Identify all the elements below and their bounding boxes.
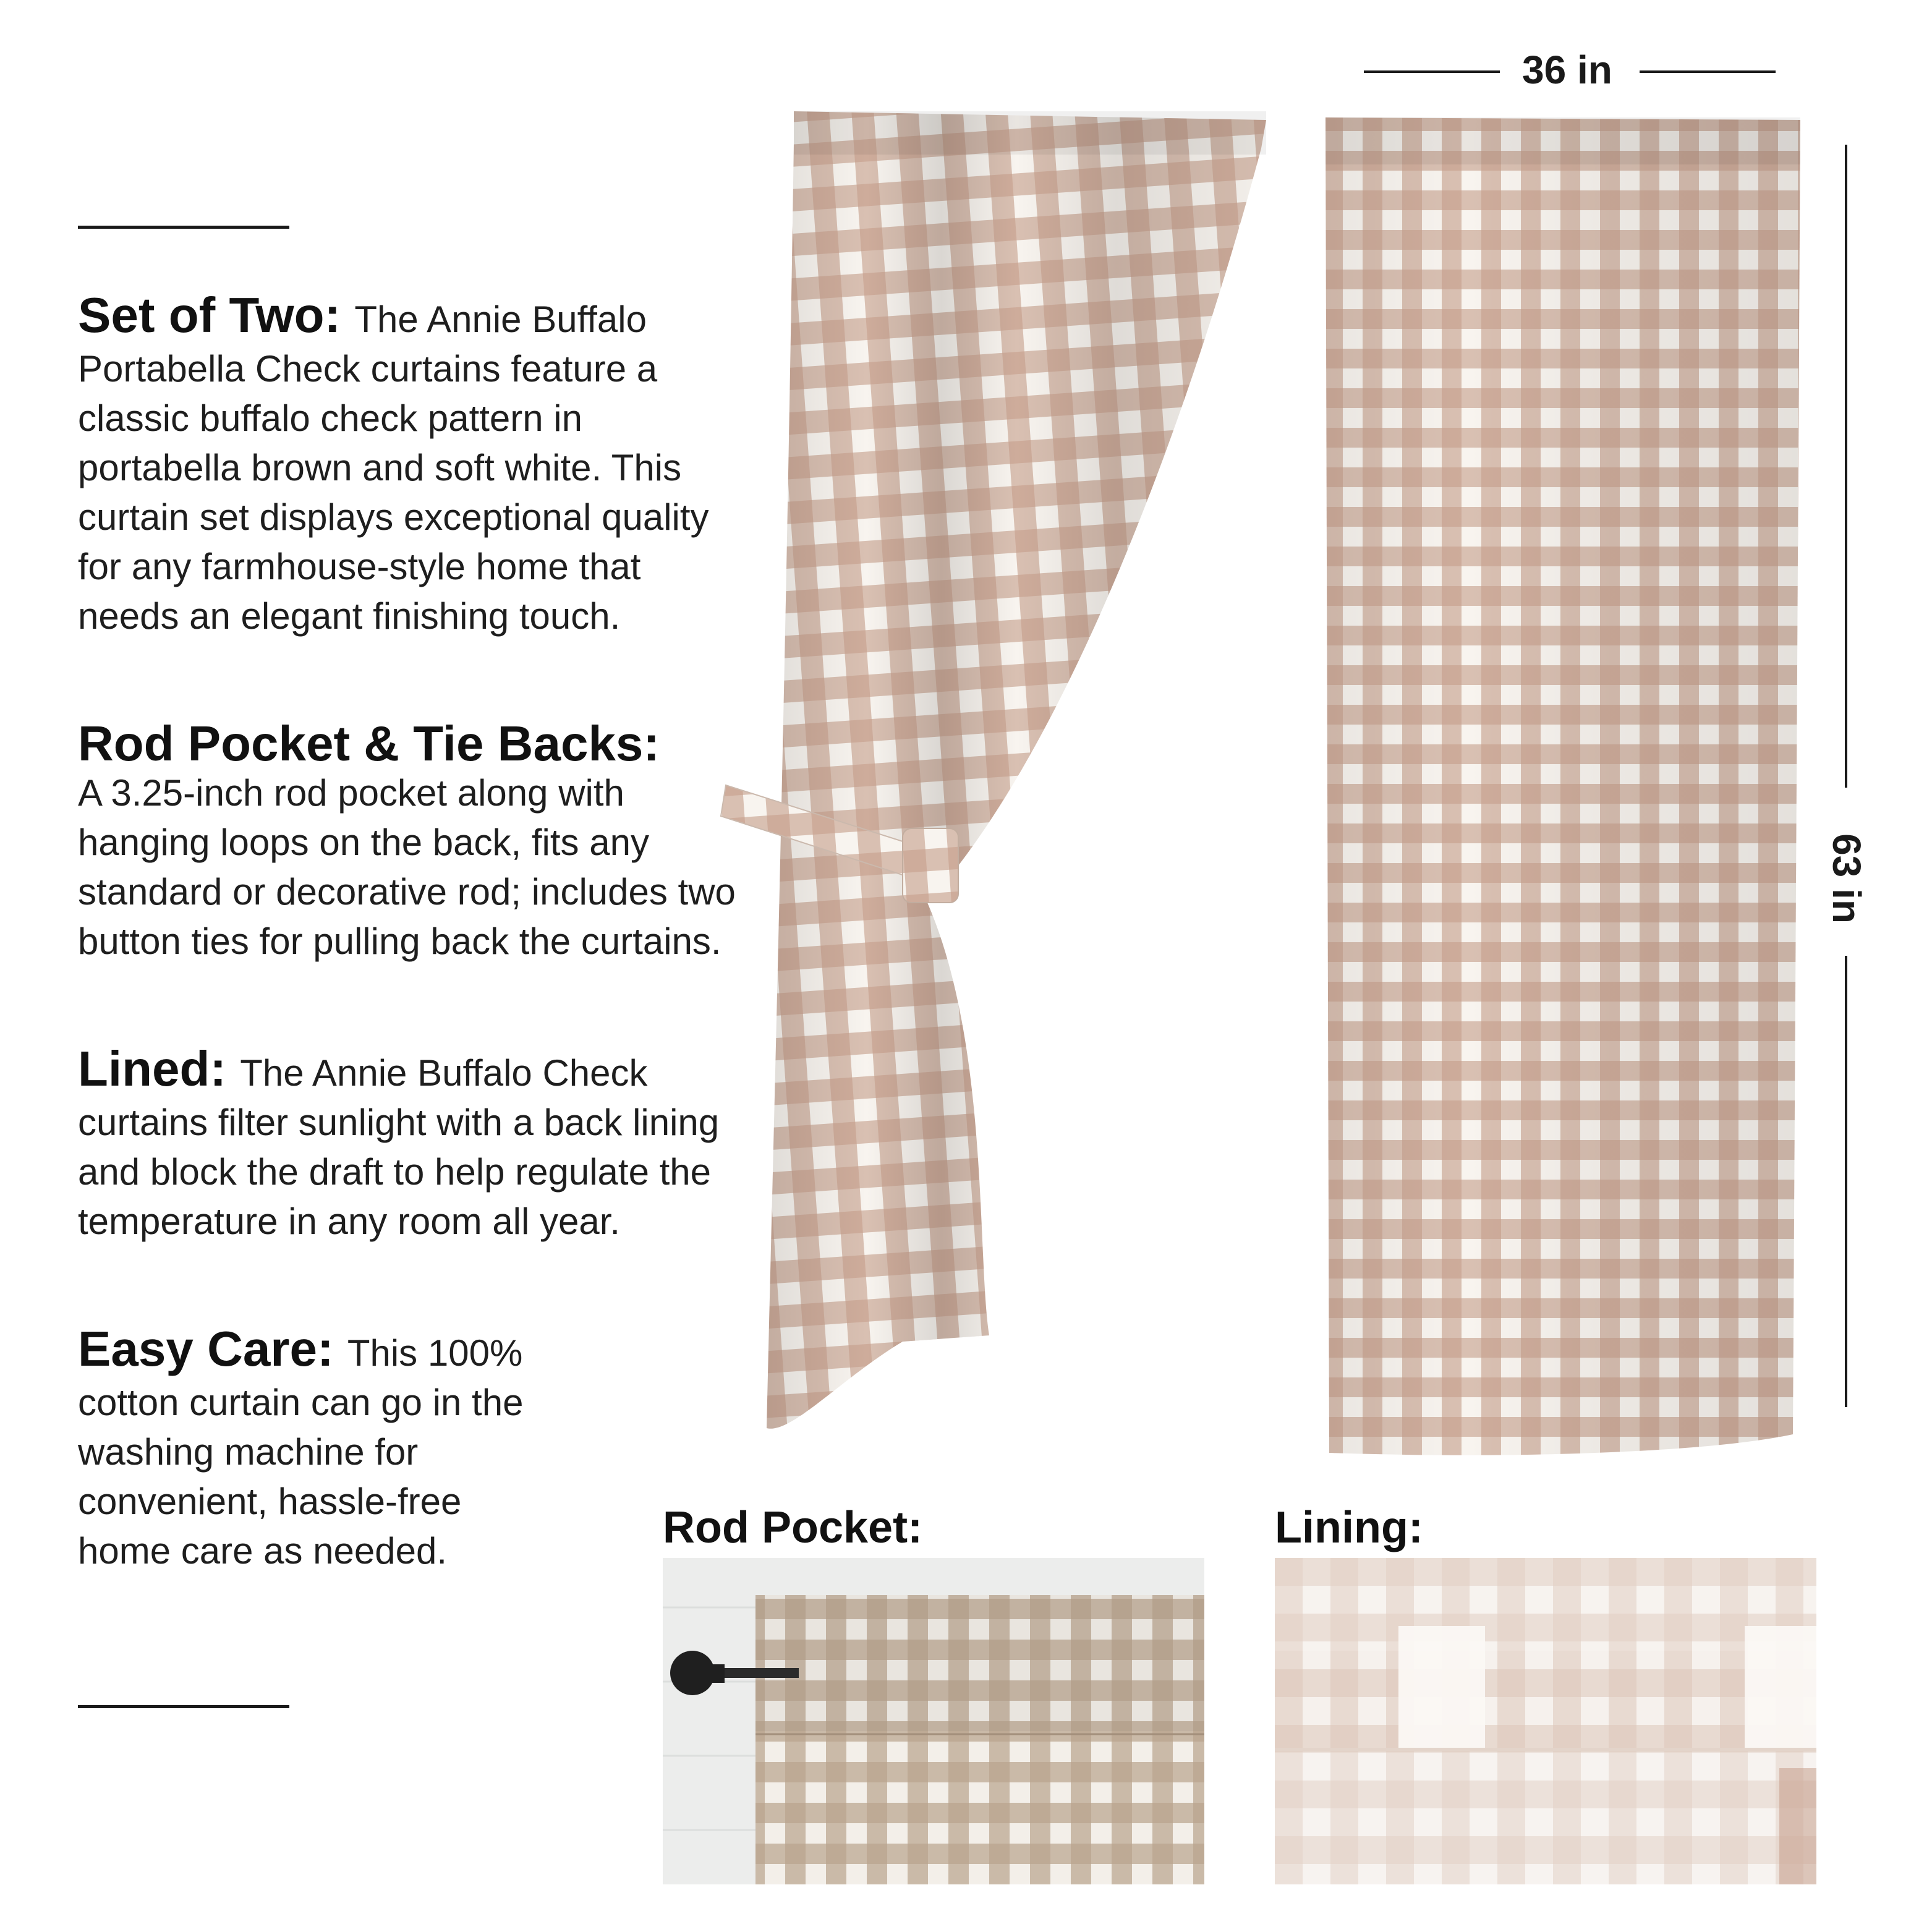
- feature-heading: Set of Two:: [78, 287, 355, 343]
- curtain-tied-illustration: [717, 105, 1311, 1453]
- height-dimension-line-bottom: [1845, 956, 1847, 1407]
- feature-text: The Annie Buffalo Check curtains filter sunlight with a back lining and block the draft to help regulate the temperature in any room all year.: [78, 1052, 720, 1242]
- feature-heading: Rod Pocket & Tie Backs:: [78, 716, 660, 771]
- feature-list: [78, 287, 746, 1576]
- width-dimension-line-left: [1364, 70, 1500, 73]
- curtain-panel-tied: [717, 105, 1311, 1453]
- top-divider: [78, 226, 289, 229]
- rod-pocket-caption: Rod Pocket:: [663, 1503, 923, 1552]
- rod-finial-icon: [670, 1651, 715, 1695]
- height-dimension-line-top: [1845, 145, 1847, 788]
- feature-easy-care: [78, 1321, 548, 1576]
- lining-detail-image: [1275, 1558, 1816, 1884]
- feature-text: This 100% cotton curtain can go in the washing machine for convenient, hassle-free home care as needed.: [78, 1332, 524, 1572]
- feature-text: The Annie Buffalo Portabella Check curtains feature a classic buffalo check pattern in portabella brown and soft white. This curtain set displays exceptional quality for any farmhouse-style home that needs an elegant finishing touch.: [78, 299, 709, 637]
- feature-heading: Lined:: [78, 1041, 240, 1096]
- lining-caption: Lining:: [1275, 1503, 1423, 1552]
- rod-pocket-detail-image: [663, 1558, 1204, 1884]
- feature-text: A 3.25-inch rod pocket along with hanging loops on the back, fits any standard or decorative rod; includes two button ties for pulling back the curtains.: [78, 772, 736, 962]
- feature-heading: Easy Care:: [78, 1321, 347, 1376]
- width-dimension-label: 36 in: [1522, 48, 1612, 92]
- feature-lined: [78, 1041, 746, 1246]
- bottom-divider: [78, 1705, 289, 1708]
- height-dimension-label: 63 in: [1824, 833, 1869, 924]
- curtain-flat-illustration: [1323, 111, 1805, 1465]
- width-dimension-line-right: [1640, 70, 1776, 73]
- rod-pocket-illustration: [663, 1558, 1204, 1884]
- feature-rod-pocket: [78, 716, 746, 966]
- feature-set-of-two: [78, 287, 746, 641]
- curtain-panel-flat: [1323, 111, 1805, 1465]
- lining-illustration: [1275, 1558, 1816, 1884]
